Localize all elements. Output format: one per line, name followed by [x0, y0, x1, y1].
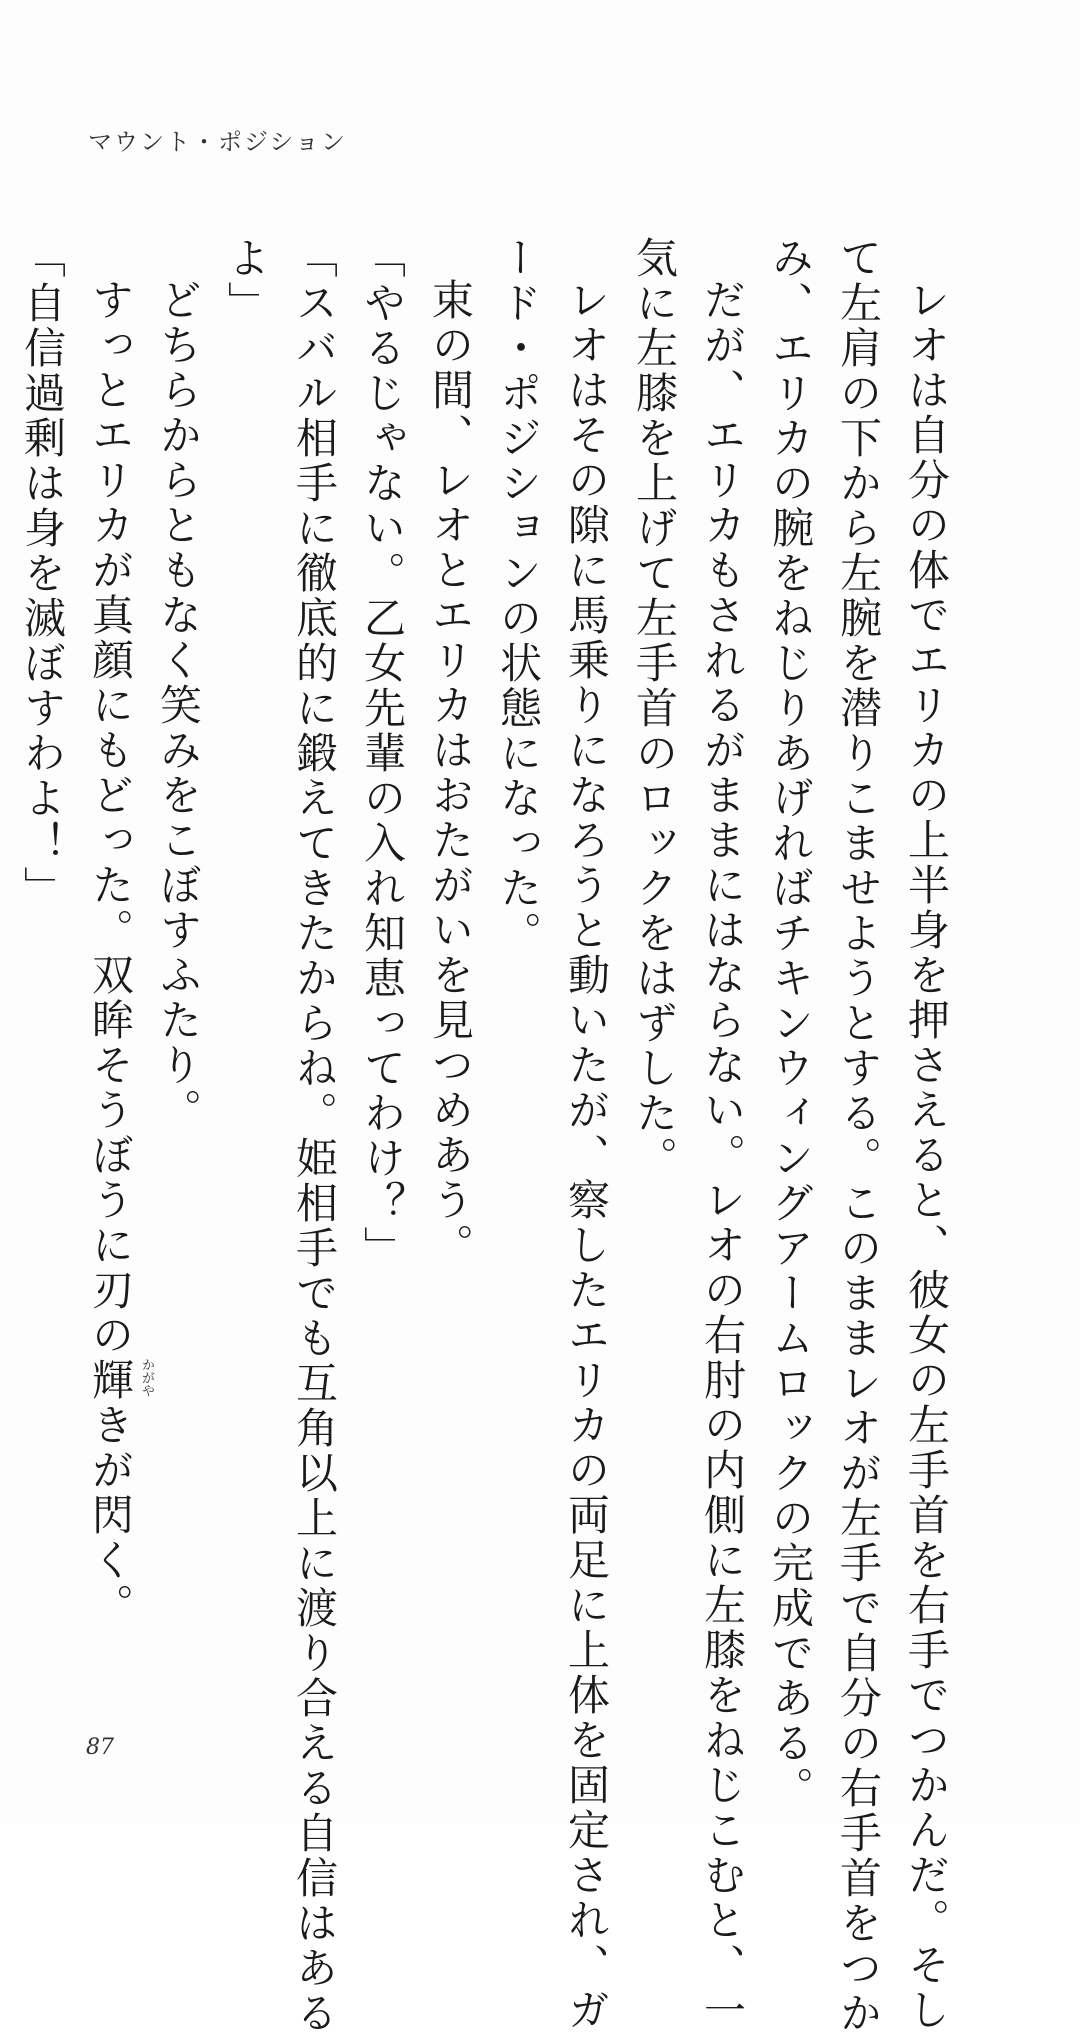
text-column: だが、エリカもされるがままにはならない。レオの右肘の内側に左膝をねじこむと、一 — [698, 278, 747, 2033]
text-column: み、エリカの腕をねじりあげればチキンウィングアームロックの完成である。 — [766, 236, 815, 1811]
text-column: て左肩の下から左腕を潜りこませようとする。このままレオが左手で自分の右手首をつか — [834, 236, 883, 2036]
text-column: 「やるじゃない。乙女先輩の入れ知恵ってわけ？」 — [358, 236, 407, 1271]
text-column: 気に左膝を上げて左手首のロックをはずした。 — [630, 236, 679, 1181]
text-column: よ」 — [222, 236, 271, 326]
text-column: すっとエリカが真顔にもどった。双眸そうぼうに刃の輝 かがや きが閃く。 — [86, 278, 154, 1628]
page-number: 87 — [86, 1735, 114, 1760]
ruby-base: 輝 かがや — [86, 1358, 154, 1403]
ruby-reading: かがや — [139, 1358, 154, 1397]
text-column: 「自信過剰は身を滅ぼすわよ！」 — [18, 236, 67, 911]
text-column: 束の間、レオとエリカはおたがいを見つめあう。 — [426, 278, 475, 1268]
running-head: マウント・ポジション — [88, 128, 347, 156]
text-column: 「スバル相手に徹底的に鍛えてきたからね。姫相手でも互角以上に渡り合える自信はある — [290, 236, 339, 2036]
text-column: ード・ポジションの状態になった。 — [494, 236, 543, 956]
text-column — [0, 236, 8, 1758]
text-column: レオは自分の体でエリカの上半身を押さえると、彼女の左手首を右手でつかんだ。そし — [902, 278, 951, 2033]
text-column: どちらからともなく笑みをこぼすふたり。 — [154, 278, 203, 1133]
text-column: レオはその隙に馬乗りになろうと動いたが、察したエリカの両足に上体を固定され、ガ — [562, 278, 611, 2033]
